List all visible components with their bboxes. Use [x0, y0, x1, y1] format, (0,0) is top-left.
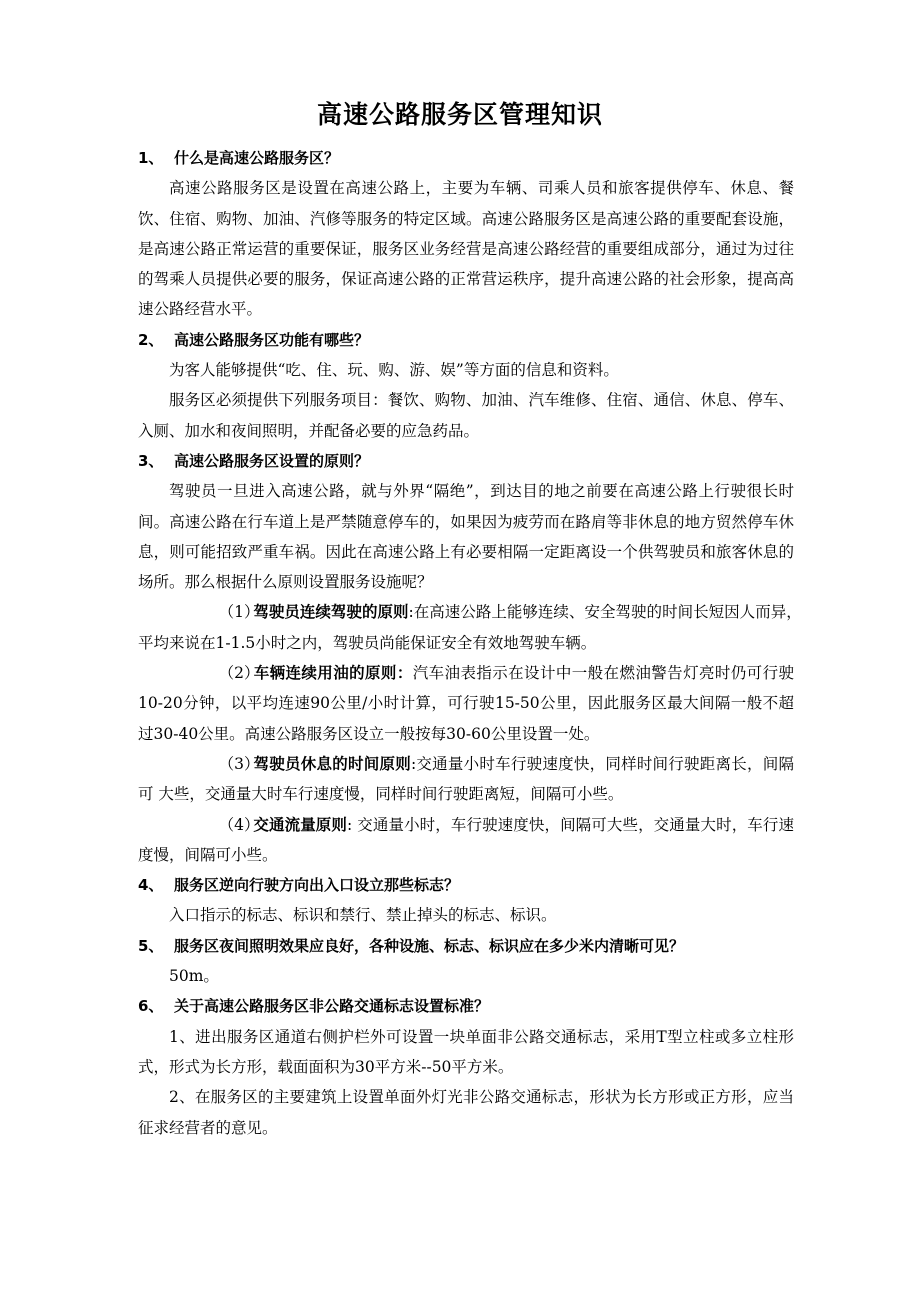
- section-heading: [138, 931, 794, 961]
- principle-text: : 交通量小时，车行驶速度快，间隔可大些，交通量大时，车行速 度慢，间隔可小些。: [138, 815, 794, 864]
- principle-name: 驾驶员休息的时间原则: [253, 754, 411, 773]
- paragraph: 入口指示的标志、标识和禁行、禁止掉头的标志、标识。: [169, 906, 557, 925]
- section-number: 4、: [138, 876, 164, 895]
- section-heading: [138, 991, 794, 1021]
- section-number: 6、: [138, 997, 164, 1016]
- section-number: 1、: [138, 149, 164, 167]
- principle-name: 车辆连续用油的原则：: [253, 664, 413, 683]
- principle-number: （3）: [218, 754, 260, 773]
- principle-number: （4）: [218, 815, 260, 834]
- section-question: 高速公路服务区设置的原则？: [174, 451, 370, 470]
- section-question: 关于高速公路服务区非公路交通标志设置标准？: [174, 997, 490, 1016]
- principle-text: :交通量小时车行驶速度快，同样时间行驶距离长，间隔可 大些，交通量大时车行速度慢，同样时间行驶距离短，间隔可小些。: [138, 754, 794, 804]
- principle-item: [138, 597, 810, 658]
- principle-text: 汽车油表指示在设计中一般在燃油警告灯亮时仍可行驶 10-20分钟，以平均连速90公里/小时计算，可行驶15-50公里，因此服务区最大间隔一般不超过30-40公里。高速公路服务区设立一般按每30-60公里设置一处。: [138, 664, 794, 743]
- paragraph: 为客人能够提供“吃、住、玩、购、游、娱”等方面的信息和资料。: [169, 361, 619, 380]
- section-question: 什么是高速公路服务区？: [174, 149, 340, 167]
- principle-item: [138, 658, 794, 749]
- principle-name: 驾驶员连续驾驶的原则: [253, 603, 409, 622]
- section-heading: [138, 143, 794, 173]
- section-question: 服务区逆向行驶方向出入口设立那些标志？: [174, 876, 460, 895]
- document-body: [138, 143, 810, 1143]
- principle-text: :在高速公路上能够连续、安全驾驶的时间长短因人而异， 平均来说在1-1.5小时之内，驾驶员尚能保证安全有效地驾驶车辆。: [138, 603, 810, 652]
- principle-name: 交通流量原则: [253, 815, 348, 834]
- principle-number: （1）: [218, 603, 260, 622]
- paragraph: 高速公路服务区是设置在高速公路上，主要为车辆、司乘人员和旅客提供停车、休息、餐饮、住宿、购物、加油、汽修等服务的特定区域。高速公路服务区是高速公路的重要配套设施，是高速公路正常运营的重要保证，服务区业务经营是高速公路经营的重要组成部分，通过为过往的驾乘人员提供必要的服务，保证高速公路的正常营运秩序，提升高速公路的社会形象，提高高速公路经营水平。: [138, 179, 794, 319]
- paragraph: 50m。: [169, 967, 219, 986]
- principle-number: （2）: [218, 664, 260, 683]
- paragraph: 1、进出服务区通道右侧护栏外可设置一块单面非公路交通标志，采用T型立柱或多立柱形式，形式为长方形，载面面积为30平方米--50平方米。: [138, 1027, 794, 1076]
- page-title: 高速公路服务区管理知识: [316, 100, 603, 129]
- section-number: 3、: [138, 451, 164, 470]
- section-number: 5、: [138, 936, 164, 955]
- section-question: 服务区夜间照明效果应良好，各种设施、标志、标识应在多少米内清晰可见？: [174, 936, 685, 955]
- paragraph: 2、在服务区的主要建筑上设置单面外灯光非公路交通标志，形状为长方形或正方形，应当征求经营者的意见。: [138, 1088, 794, 1137]
- section-heading: [138, 446, 794, 476]
- section-heading: [138, 325, 794, 355]
- paragraph: 驾驶员一旦进入高速公路，就与外界“隔绝”，到达目的地之前要在高速公路上行驶很长时间。高速公路在行车道上是严禁随意停车的，如果因为疲劳而在路肩等非休息的地方贸然停车休息，则可能招致严重车祸。因此在高速公路上有必要相隔一定距离设一个供驾驶员和旅客休息的场所。那么根据什么原则设置服务设施呢？: [138, 482, 794, 592]
- section-number: 2、: [138, 330, 164, 349]
- principle-item: [138, 810, 794, 871]
- principle-item: [138, 749, 794, 810]
- paragraph: 服务区必须提供下列服务项目：餐饮、购物、加油、汽车维修、住宿、通信、休息、停车、入厕、加水和夜间照明，并配备必要的应急药品。: [138, 391, 794, 440]
- section-heading: [138, 870, 794, 900]
- section-question: 高速公路服务区功能有哪些？: [174, 330, 370, 349]
